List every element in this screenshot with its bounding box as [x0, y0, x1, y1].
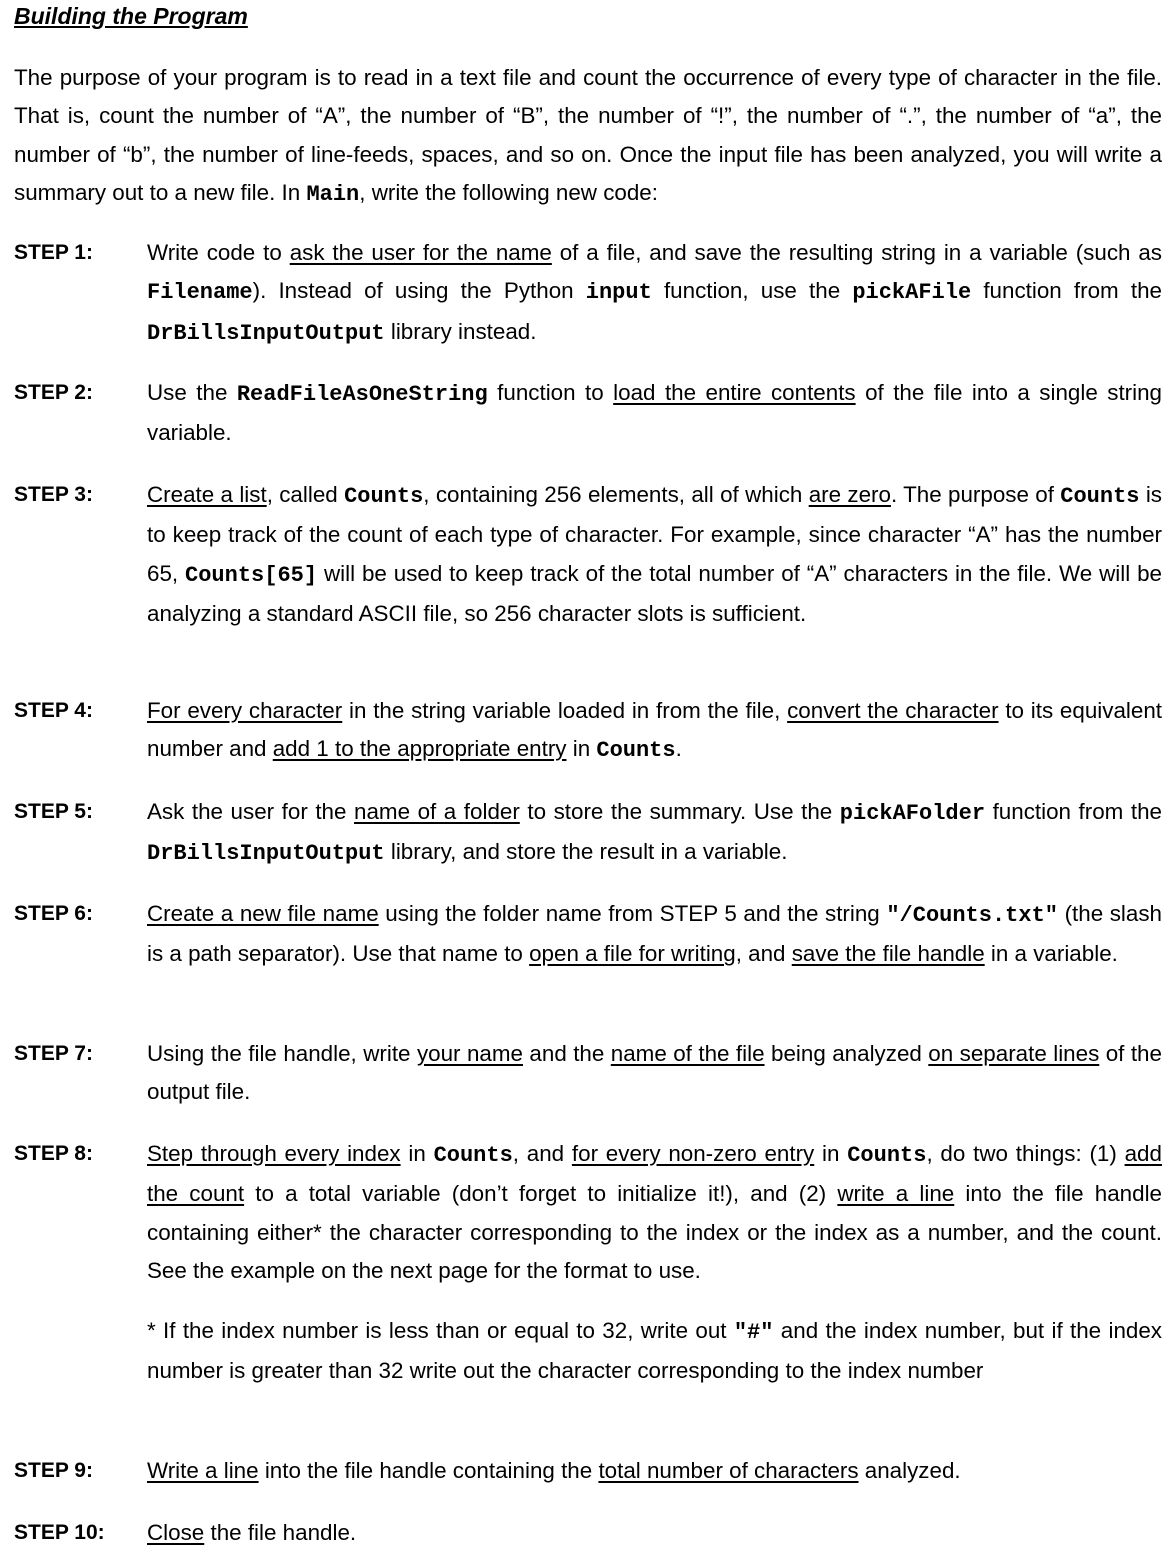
step-text [147, 692, 1162, 771]
step-label: STEP 4: [14, 699, 93, 722]
text-run: Write code to [147, 240, 290, 265]
text-run: , called [266, 482, 345, 507]
underlined-phrase: Close [147, 1520, 205, 1545]
text-run: analyzed. [858, 1458, 961, 1483]
text-run: library instead. [384, 318, 537, 344]
step-label: STEP 9: [14, 1459, 93, 1482]
underlined-phrase: on separate lines [928, 1041, 1100, 1066]
text-run: using the folder name from STEP 5 and the string [378, 901, 887, 926]
underlined-phrase: for every non-zero entry [571, 1141, 815, 1166]
text-run: and the index number, but if the index number is greater than 32 write out the character corresponding to the index number [147, 1318, 1162, 1384]
step-text [147, 234, 1162, 353]
text-run: will be used to keep track of the total number of “A” characters in the file. We will be analyzing a standard ASCII file, so 256 character slots is sufficient. [147, 560, 1162, 626]
step-label: STEP 6: [14, 902, 93, 925]
text-run: is to keep track of the count of each type of character. For example, since character “A” has the number 65, [147, 482, 1163, 586]
text-run: in the string variable loaded in from the file, [342, 698, 788, 723]
text-run: to store the summary. Use the [519, 799, 840, 824]
text-run: The purpose of your program is to read in a text file and count the occurrence of every type of character in the file. That is, count the number of “A”, the number of “B”, the number of “!”, the number of “.”, the number of “a”, the number of “b”, the number of line-feeds, spaces, and so on. Once the input file has been analyzed, you will write a summary out to a new file. In [14, 65, 1162, 205]
code-term: input [585, 280, 652, 306]
text-run: the file handle. [204, 1520, 357, 1545]
underlined-phrase: Step through every index [147, 1141, 401, 1166]
code-term: Counts [596, 738, 676, 764]
underlined-phrase: write a line [837, 1181, 955, 1207]
text-run: , write the following new code: [359, 179, 658, 205]
text-run: . The purpose of [890, 482, 1061, 507]
code-term: Filename [147, 280, 253, 306]
code-term: "#" [733, 1320, 774, 1345]
underlined-phrase: name of the file [610, 1041, 765, 1066]
step-label: STEP 7: [14, 1042, 93, 1065]
step-text [147, 1135, 1162, 1290]
text-run: being analyzed [764, 1041, 929, 1066]
code-term: Counts [433, 1143, 513, 1168]
text-run: , do two things: (1) [926, 1141, 1125, 1166]
step-label: STEP 10: [14, 1521, 105, 1544]
text-run: library, and store the result in a variable. [384, 839, 788, 865]
text-run: function from the [971, 278, 1162, 304]
underlined-phrase: add 1 to the appropriate entry [272, 736, 567, 762]
text-run: in [814, 1141, 848, 1166]
code-term: "/Counts.txt" [886, 903, 1058, 928]
intro-paragraph [14, 59, 1162, 214]
step-text [147, 476, 1162, 633]
code-term: Counts [344, 484, 424, 509]
text-run: to its equivalent number and [147, 698, 1163, 762]
text-run: in a variable. [984, 941, 1118, 967]
text-run: , containing 256 elements, all of which [423, 482, 809, 507]
underlined-phrase: load the entire contents [613, 380, 856, 405]
underlined-phrase: Create a list [147, 482, 267, 507]
underlined-phrase: open a file for writing [529, 941, 736, 967]
step-text [147, 895, 1162, 974]
code-term: pickAFolder [839, 801, 986, 826]
text-run: of a file, and save the resulting string in a variable (such as [551, 240, 1162, 265]
step-label: STEP 1: [14, 241, 93, 264]
text-run: , and [512, 1141, 572, 1166]
text-run: Ask the user for the [147, 799, 355, 824]
code-term: Main [306, 181, 360, 207]
underlined-phrase: total number of characters [598, 1458, 859, 1483]
code-term: DrBillsInputOutput [147, 841, 385, 867]
code-term: pickAFile [852, 280, 972, 306]
step-text [147, 1514, 1162, 1552]
underlined-phrase: name of a folder [354, 799, 520, 824]
underlined-phrase: For every character [147, 698, 343, 723]
step-text [147, 793, 1162, 874]
underlined-phrase: are zero [808, 482, 891, 507]
underlined-phrase: convert the character [787, 698, 999, 723]
text-run: function, use the [651, 278, 853, 304]
step-text [147, 1452, 1162, 1490]
underlined-phrase: ask the user for the name [289, 240, 552, 265]
text-run: , and [735, 941, 792, 967]
underlined-phrase: add the count [147, 1141, 1162, 1207]
text-run: in [400, 1141, 434, 1166]
step-8-footnote [147, 1312, 1162, 1391]
code-term: Counts [1060, 484, 1140, 509]
step-label: STEP 3: [14, 483, 93, 506]
text-run: . [675, 736, 682, 762]
step-label: STEP 8: [14, 1142, 93, 1165]
text-run: function from the [985, 799, 1163, 824]
section-heading: Building the Program [14, 3, 248, 29]
text-run: of the file into a single string variable. [147, 380, 1163, 446]
step-text [147, 1035, 1162, 1112]
step-label: STEP 5: [14, 800, 93, 823]
text-run: (the slash is a path separator). Use that name to [147, 901, 1163, 967]
text-run: and the [522, 1041, 611, 1066]
text-run: of the output file. [147, 1041, 1162, 1105]
code-term: Counts[65] [185, 562, 318, 588]
underlined-phrase: Create a new file name [147, 901, 379, 926]
code-term: Counts [847, 1143, 927, 1168]
code-term: DrBillsInputOutput [147, 320, 385, 346]
text-run: * If the index number is less than or equal to 32, write out [147, 1318, 734, 1343]
text-run: ). Instead of using the Python [252, 278, 586, 304]
step-label: STEP 2: [14, 381, 93, 404]
text-run: in [566, 736, 597, 762]
step-text [147, 374, 1162, 453]
underlined-phrase: your name [416, 1041, 523, 1066]
text-run: Use the [147, 380, 237, 405]
text-run: function to [487, 380, 614, 405]
text-run: to a total variable (don’t forget to initialize it!), and (2) [244, 1181, 838, 1207]
code-term: ReadFileAsOneString [236, 382, 488, 407]
underlined-phrase: save the file handle [791, 941, 985, 967]
text-run: into the file handle containing the [258, 1458, 599, 1483]
text-run: Using the file handle, write [147, 1041, 417, 1066]
text-run: into the file handle containing either* the character corresponding to the index or the index as a number, and the count. See the example on the next page for the format to use. [147, 1181, 1162, 1283]
underlined-phrase: Write a line [147, 1458, 259, 1483]
